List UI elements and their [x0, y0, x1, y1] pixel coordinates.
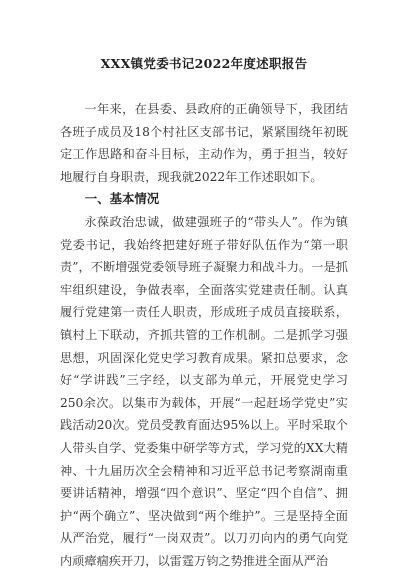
section-heading: 一、基本情况: [84, 191, 160, 207]
intro-paragraph: 一年来，在县委、县政府的正确领导下，我团结各班子成员及18个村社区支部书记，紧紧围绕年初既定工作思路和奋斗目标，主动作为，勇于担当，较好地履行自身职责，现我就2022年工作述职如下。: [60, 102, 348, 184]
body-paragraph: 永葆政治忠诚，做建强班子的“带头人”。作为镇党委书记，我始终把建好班子带好队伍作为“第一职责”，不断增强党委领导班子凝聚力和战斗力。一是抓牢组织建设，争做表率，全面落实党建责任制。认真履行党建第一责任人职责，形成班子成员直接联系，镇村上下联动，齐抓共管的工作机制。二是抓学习强思想，巩固深化党史学习教育成果。紧扣总要求，念好“学讲践”三字经，以支部为单元，开展党史学习250余次。以集市为载体，开展“一起赶场学党史”实践活动20次。党员受教育面达95%以上。平时采取个人带头自学、党委集中研学等方式，学习党的XX大精神、十九届历次全会精神和习近平总书记考察湖南重要讲话精神，增强“四个意识”、坚定“四个自信”、拥护“两个确立”、坚决做到“两个维护”。三是坚持全面从严治党，履行“一岗双责”。以刀刃向内的勇气向党内顽瘴痼疾开刀，以雷霆万钧之势推进全面从严治: [60, 214, 348, 568]
document-title: XXX镇党委书记2022年度述职报告: [100, 56, 308, 71]
